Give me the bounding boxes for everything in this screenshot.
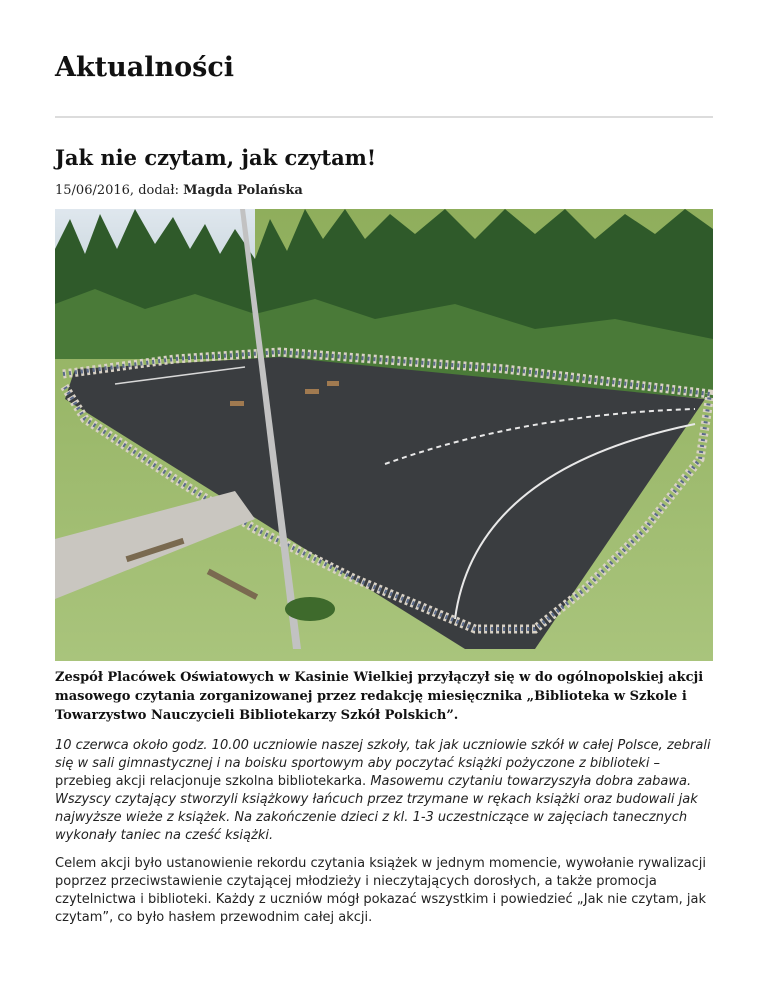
intro-text-2: przebieg akcji relacjonuje szkolna bibliotekarka. xyxy=(55,774,371,789)
post-date: 15/06/2016, dodał: xyxy=(55,183,184,198)
post-body: Celem akcji było ustanowienie rekordu czytania książek w jednym momencie, wywołanie rywalizacji poprzez przeciwstawienie czytającej młodzieży i nieczytających dorosłych, a także promocja czytelnictwa i biblioteki. Każdy z uczniów mógł pokazać wszystkim i powiedzieć „Jak nie czytam, jak czytam”, co było hasłem przewodnim całej akcji. xyxy=(55,856,707,925)
post-title[interactable]: Jak nie czytam, jak czytam! xyxy=(55,145,377,170)
title-divider xyxy=(55,116,713,118)
post-lead: Zespół Placówek Oświatowych w Kasinie Wielkiej przyłączył się w do ogólnopolskiej akcji masowego czytania zorganizowanej przez redakcję miesięcznika „Biblioteka w Szkole i Towarzystwo Nauczycieli Bibliotekarzy Szkół Polskich”. xyxy=(55,670,704,723)
post-meta xyxy=(55,183,303,198)
post-photo[interactable] xyxy=(55,209,713,661)
intro-text-1: 10 czerwca około godz. 10.00 uczniowie naszej szkoły, tak jak uczniowie szkół w całej Polsce, zebrali się w sali gimnastycznej i na boisku sportowym aby poczytać książki pożyczone z biblioteki – xyxy=(55,738,711,771)
photo-illustration xyxy=(55,209,713,661)
post-author[interactable]: Magda Polańska xyxy=(183,183,303,198)
post-intro xyxy=(55,737,715,845)
intro-text-3: Masowemu czytaniu towarzyszyła dobra zabawa. Wszyscy czytający stworzyli książkowy łańcuch przez trzymane w rękach książki oraz budowali jak najwyższe wieże z książek. Na zakończenie dzieci z kl. 1-3 uczestniczące w zajęciach tanecznych wykonały taniec na cześć książki. xyxy=(55,774,698,843)
section-title: Aktualności xyxy=(55,52,235,83)
